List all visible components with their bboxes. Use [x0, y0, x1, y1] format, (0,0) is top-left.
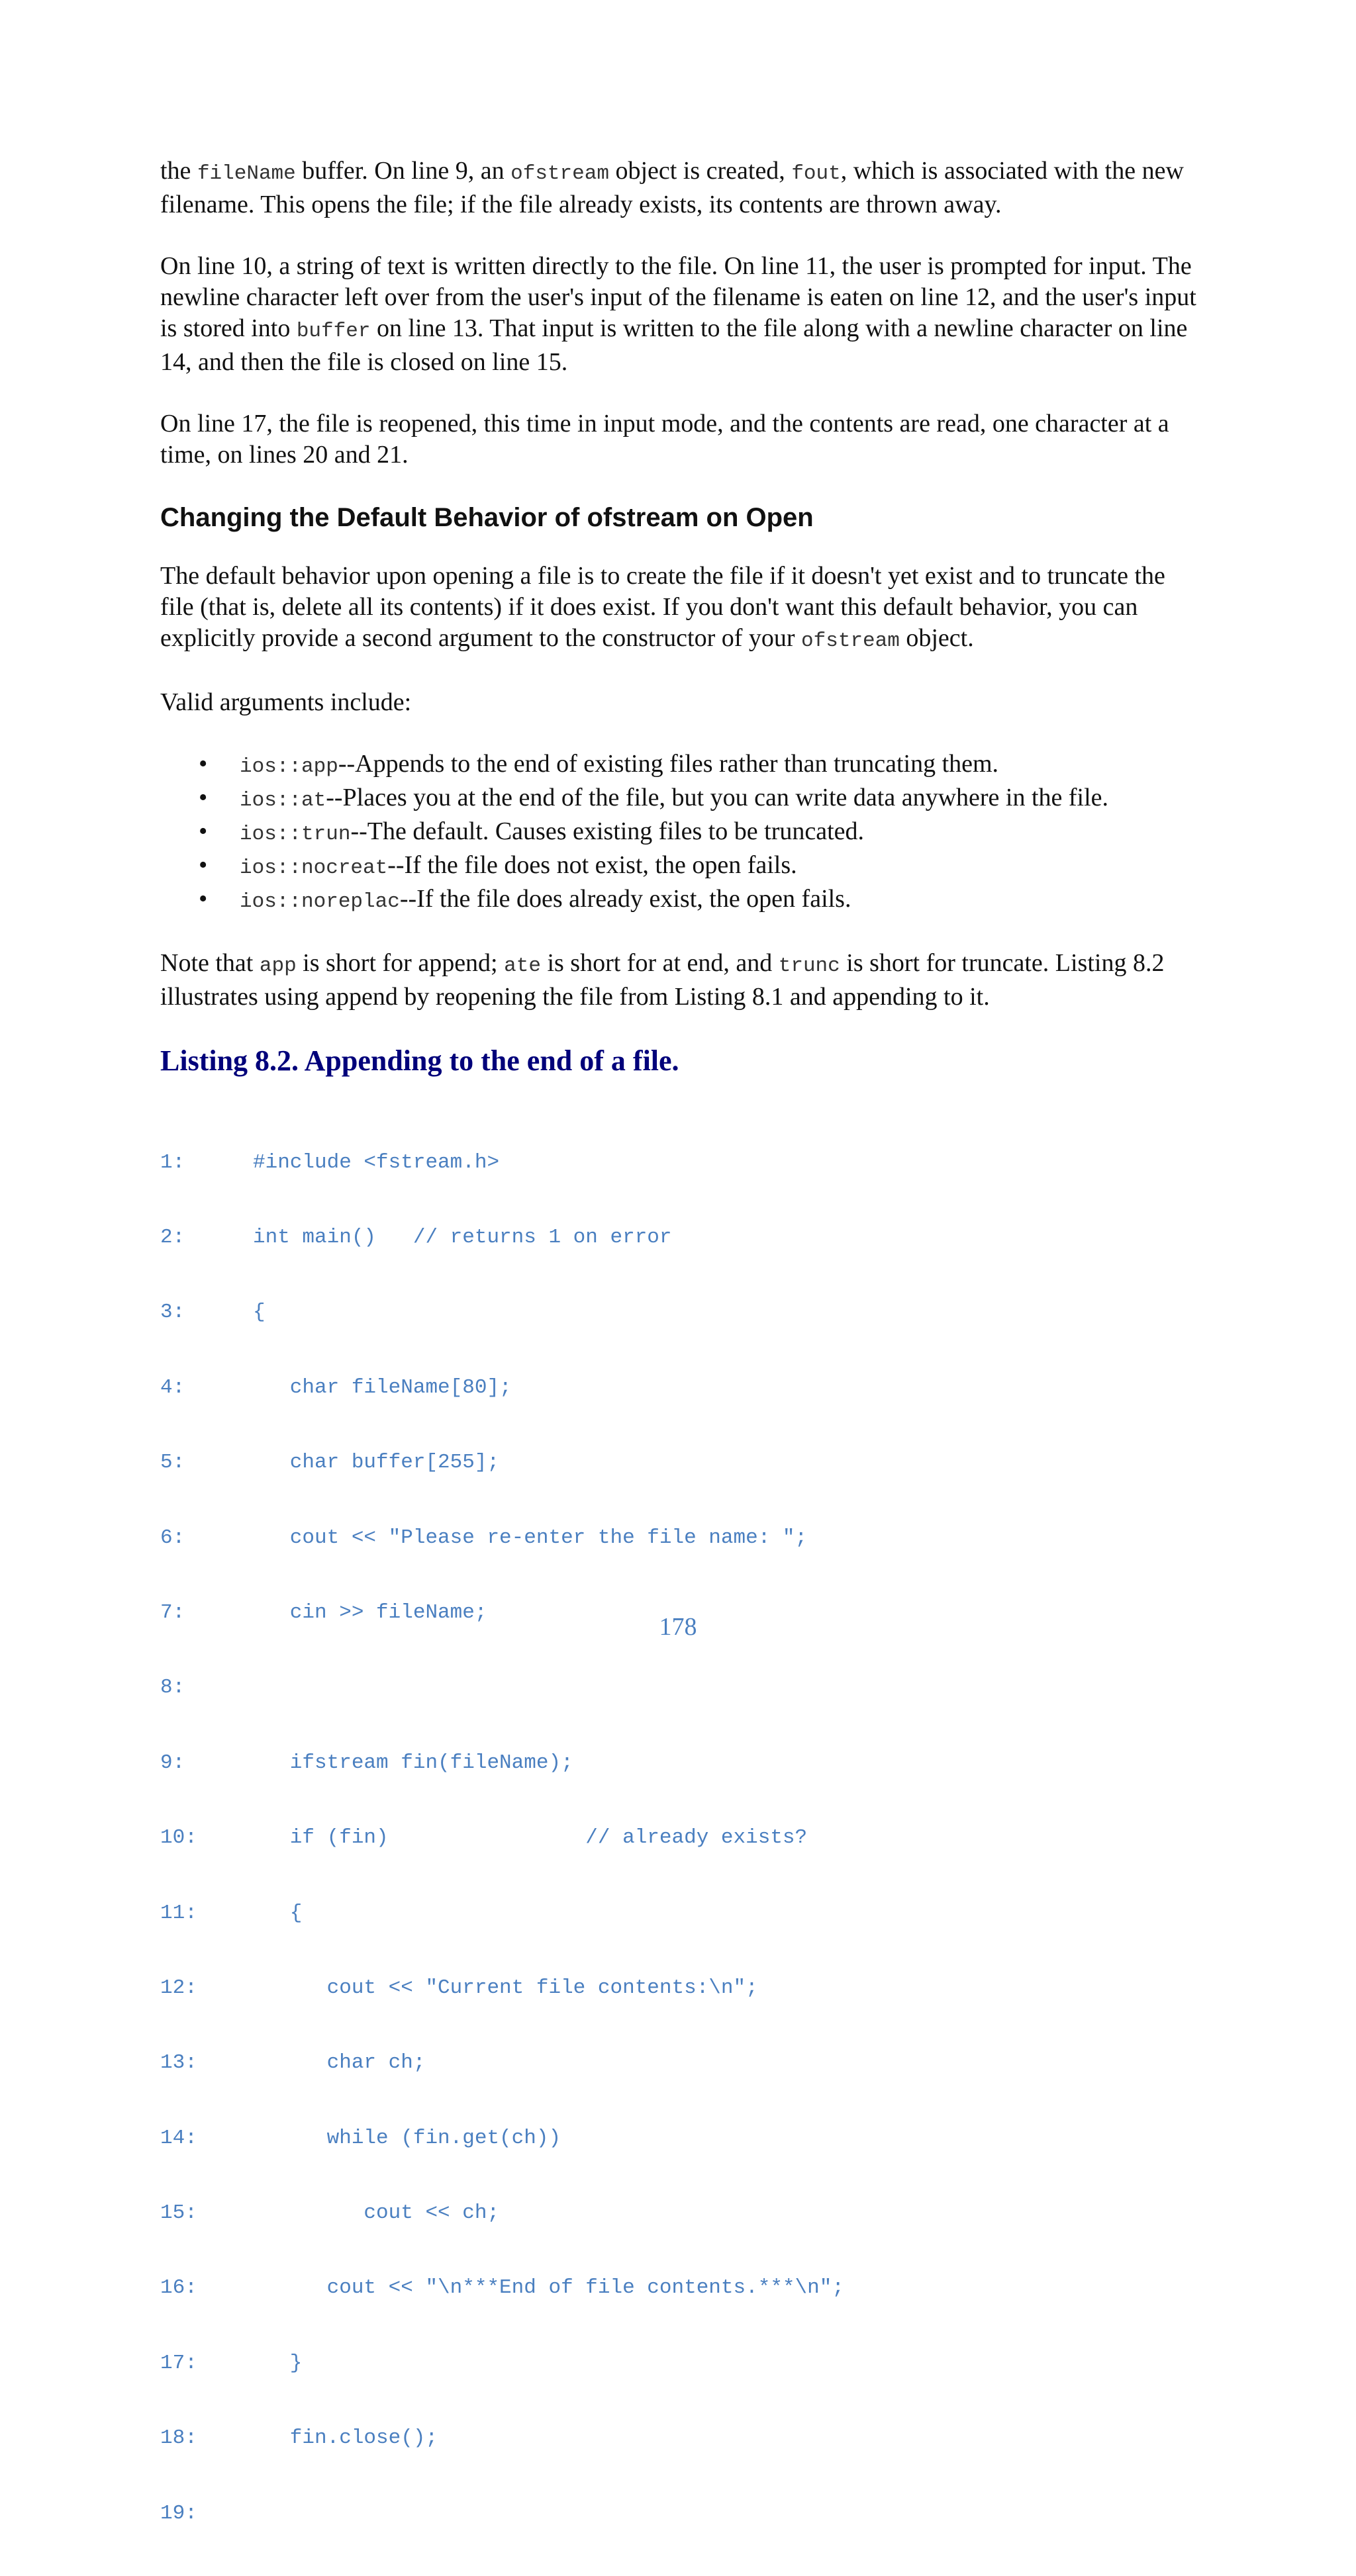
- code-line: [160, 2276, 1200, 2301]
- line-number: 17:: [160, 2351, 197, 2375]
- code-line: [160, 2426, 1200, 2451]
- code-text: fin.close();: [253, 2426, 438, 2450]
- text-run: , which is associated with the new filename. This opens the file; if the file already exists, its contents are thrown away.: [160, 157, 1184, 218]
- document-page: [160, 156, 1200, 2576]
- text-run: is short for append;: [296, 949, 505, 977]
- inline-code: app: [259, 954, 297, 978]
- text-run: --The default. Causes existing files to be truncated.: [350, 817, 865, 845]
- code-text: int main() // returns 1 on error: [253, 1225, 672, 1249]
- code-text: cin >> fileName;: [253, 1600, 487, 1624]
- code-line: [160, 1300, 1200, 1325]
- line-number: 12:: [160, 1976, 197, 2000]
- code-line: [160, 1751, 1200, 1776]
- bullet-icon: •: [199, 885, 208, 913]
- inline-code: buffer: [296, 320, 371, 343]
- paragraph-line-10: [160, 251, 1200, 378]
- code-line: [160, 1375, 1200, 1401]
- code-text: char fileName[80];: [253, 1375, 512, 1399]
- code-line: [160, 2050, 1200, 2076]
- inline-code: ate: [504, 954, 541, 978]
- code-text: if (fin) // already exists?: [253, 1826, 808, 1850]
- line-number: 3:: [160, 1301, 185, 1324]
- code-text: char buffer[255];: [253, 1451, 500, 1475]
- line-number: 2:: [160, 1225, 185, 1249]
- text-run: the: [160, 157, 197, 185]
- inline-code: trunc: [778, 954, 840, 978]
- list-item: [160, 850, 1200, 884]
- inline-code: fileName: [197, 162, 296, 185]
- inline-code: ios::noreplac: [240, 890, 400, 913]
- inline-code: ios::at: [240, 789, 326, 812]
- code-line: [160, 2201, 1200, 2226]
- text-run: object is created,: [608, 157, 792, 185]
- bullet-icon: •: [199, 784, 208, 811]
- code-line: [160, 1825, 1200, 1851]
- text-run: On line 10, a string of text is written directly to the file. On line 11, the user is prompted for input. The newline character left over from the user's input of the filename is eaten on line 12, and the user's input is stored into: [160, 252, 1196, 342]
- code-text: while (fin.get(ch)): [253, 2126, 561, 2150]
- code-text: cout << "Please re-enter the file name: ";: [253, 1526, 808, 1549]
- bullet-icon: •: [199, 851, 208, 879]
- code-text: {: [253, 1301, 266, 1324]
- line-number: 18:: [160, 2426, 197, 2450]
- text-run: on line 13. That input is written to the file along with a newline character on line 14, and then the file is closed on line 15.: [160, 314, 1188, 376]
- text-run: --If the file does already exist, the open fails.: [399, 885, 851, 913]
- text-run: --Appends to the end of existing files rather than truncating them.: [338, 750, 999, 778]
- listing-title: Listing 8.2. Appending to the end of a file.: [160, 1044, 679, 1077]
- line-number: 11:: [160, 1901, 197, 1925]
- paragraph-file-buffer: [160, 156, 1200, 220]
- line-number: 4:: [160, 1375, 185, 1399]
- code-text: #include <fstream.h>: [253, 1150, 500, 1174]
- line-number: 5:: [160, 1451, 185, 1475]
- code-line: [160, 2501, 1200, 2526]
- code-text: cout << ch;: [253, 2201, 500, 2225]
- code-text: char ch;: [253, 2051, 426, 2075]
- code-line: [160, 1675, 1200, 1700]
- inline-code: ios::trun: [240, 823, 351, 846]
- text-run: is short for at end, and: [540, 949, 779, 977]
- code-text: ifstream fin(fileName);: [253, 1751, 573, 1774]
- code-line: [160, 2126, 1200, 2151]
- code-line: [160, 1901, 1200, 1926]
- list-item: [160, 816, 1200, 850]
- inline-code: ofstream: [801, 629, 900, 653]
- text-run: --If the file does not exist, the open fails.: [387, 851, 797, 879]
- paragraph-note: [160, 948, 1200, 1013]
- line-number: 19:: [160, 2501, 197, 2525]
- paragraph-valid-arguments: Valid arguments include:: [160, 688, 412, 716]
- line-number: 8:: [160, 1676, 185, 1700]
- list-item: [160, 749, 1200, 782]
- section-heading: Changing the Default Behavior of ofstream on Open: [160, 503, 814, 532]
- text-run: The default behavior upon opening a file is to create the file if it doesn't yet exist and to truncate the file (that is, delete all its contents) if it does exist. If you don't want this default behavior, you can explicitly provide a second argument to the constructor of your: [160, 562, 1165, 652]
- line-number: 6:: [160, 1526, 185, 1549]
- list-item: [160, 884, 1200, 917]
- inline-code: ios::app: [240, 755, 338, 778]
- text-run: object.: [899, 624, 974, 652]
- line-number: 10:: [160, 1826, 197, 1850]
- code-text: cout << "\n***End of file contents.***\n";: [253, 2276, 844, 2300]
- bullet-icon: •: [199, 817, 208, 845]
- paragraph-line-17: On line 17, the file is reopened, this time in input mode, and the contents are read, one character at a time, on lines 20 and 21.: [160, 410, 1169, 469]
- arguments-list: [160, 749, 1200, 917]
- line-number: 13:: [160, 2051, 197, 2075]
- inline-code: ios::nocreat: [240, 856, 388, 880]
- text-run: buffer. On line 9, an: [295, 157, 511, 185]
- code-text: cout << "Current file contents:\n";: [253, 1976, 758, 2000]
- text-run: is short for truncate. Listing 8.2 illustrates using append by reopening the file from Listing 8.1 and appending to it.: [160, 949, 1165, 1011]
- line-number: 9:: [160, 1751, 185, 1774]
- inline-code: ofstream: [510, 162, 609, 185]
- code-listing: [160, 1100, 1200, 2576]
- code-line: [160, 1976, 1200, 2001]
- line-number: 1:: [160, 1150, 185, 1174]
- page-number: 178: [659, 1613, 697, 1641]
- code-line: [160, 1526, 1200, 1551]
- line-number: 14:: [160, 2126, 197, 2150]
- line-number: 7:: [160, 1600, 185, 1624]
- text-run: Note that: [160, 949, 260, 977]
- paragraph-default-behavior: [160, 561, 1200, 657]
- line-number: 15:: [160, 2201, 197, 2225]
- code-text: }: [253, 2351, 303, 2375]
- code-line: [160, 1150, 1200, 1175]
- code-line: [160, 1225, 1200, 1250]
- list-item: [160, 782, 1200, 816]
- code-line: [160, 1450, 1200, 1475]
- inline-code: fout: [791, 162, 841, 185]
- bullet-icon: •: [199, 750, 208, 778]
- code-text: {: [253, 1901, 303, 1925]
- line-number: 16:: [160, 2276, 197, 2300]
- text-run: --Places you at the end of the file, but you can write data anywhere in the file.: [326, 784, 1109, 811]
- code-line: [160, 2351, 1200, 2376]
